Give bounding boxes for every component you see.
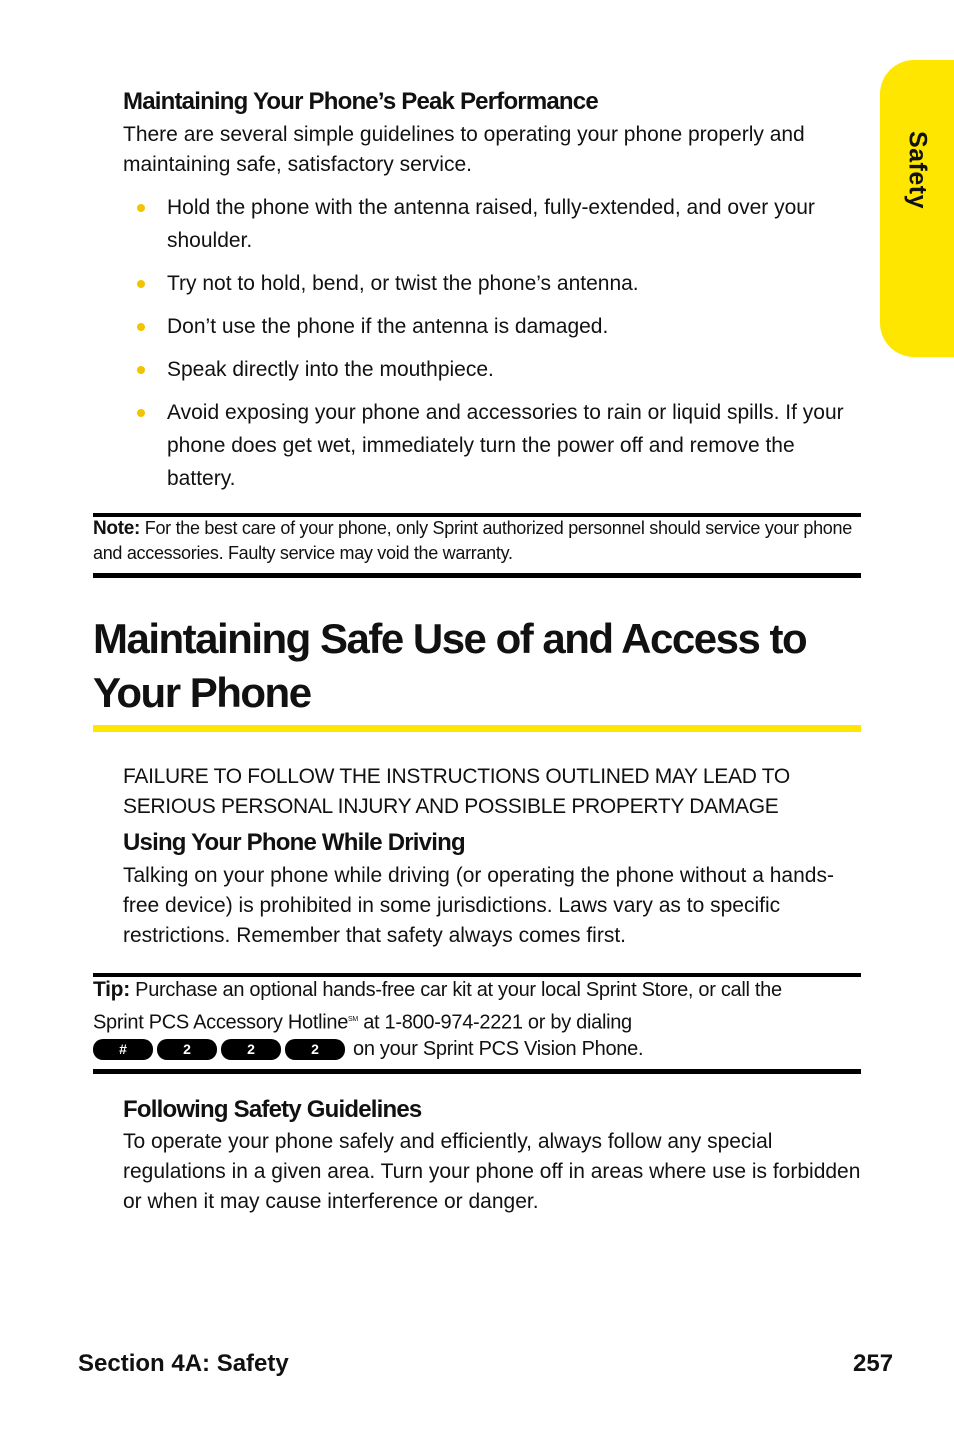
tip-tail-text: on your Sprint PCS Vision Phone.	[353, 1038, 644, 1060]
list-item: Avoid exposing your phone and accessories to rain or liquid spills. If your phone does get wet, immediately turn the power off and remove the battery.	[123, 396, 863, 495]
section-title: Maintaining Safe Use of and Access to Your Phone	[93, 615, 807, 716]
page-number: 257	[853, 1350, 894, 1377]
peak-performance-list	[123, 191, 863, 505]
side-tab-label: Safety	[903, 130, 932, 210]
number-key-icon: 2	[221, 1039, 281, 1060]
list-item: Speak directly into the mouthpiece.	[123, 353, 863, 386]
list-item: Hold the phone with the antenna raised, fully-extended, and over your shoulder.	[123, 191, 863, 257]
tip-box	[93, 975, 793, 1038]
tip-text: Purchase an optional hands-free car kit at your local Sprint Store, or call the Sprint PCS Accessory Hotline	[93, 979, 782, 1034]
tip-label: Tip:	[93, 978, 130, 1001]
number-key-icon: 2	[157, 1039, 217, 1060]
number-key-icon: 2	[285, 1039, 345, 1060]
dial-keys	[93, 1038, 643, 1061]
note-box	[93, 516, 861, 566]
pound-key-icon: #	[93, 1039, 153, 1060]
list-item: Try not to hold, bend, or twist the phone’s antenna.	[123, 267, 863, 300]
tip-text-continued: at 1-800-974-2221 or by dialing	[357, 1011, 632, 1034]
title-underline	[93, 725, 861, 732]
driving-heading: Using Your Phone While Driving	[123, 829, 465, 856]
guidelines-text: To operate your phone safely and efficiently, always follow any special regulations in a given area. Turn your phone off in areas where use is forbidden or when it may cause interference or danger.	[123, 1130, 861, 1213]
service-mark: SM	[348, 1016, 358, 1023]
driving-text: Talking on your phone while driving (or operating the phone without a hands-free device) is prohibited in some jurisdictions. Laws vary as to specific restrictions. Remember that safety always comes first.	[123, 864, 834, 947]
note-label: Note:	[93, 518, 141, 539]
list-item: Don’t use the phone if the antenna is damaged.	[123, 310, 863, 343]
guidelines-heading: Following Safety Guidelines	[123, 1096, 422, 1123]
warning-text: FAILURE TO FOLLOW THE INSTRUCTIONS OUTLINED MAY LEAD TO SERIOUS PERSONAL INJURY AND POSSIBLE PROPERTY DAMAGE	[123, 765, 790, 818]
peak-performance-intro: There are several simple guidelines to operating your phone properly and maintaining safe, satisfactory service.	[123, 123, 805, 176]
note-bottom-rule	[93, 573, 861, 578]
tip-bottom-rule	[93, 1069, 861, 1074]
section-side-tab	[880, 60, 954, 357]
peak-performance-heading: Maintaining Your Phone’s Peak Performance	[123, 88, 598, 115]
footer-section-label: Section 4A: Safety	[78, 1350, 289, 1377]
note-text: For the best care of your phone, only Sprint authorized personnel should service your phone and accessories. Faulty service may void the warranty.	[93, 518, 852, 563]
